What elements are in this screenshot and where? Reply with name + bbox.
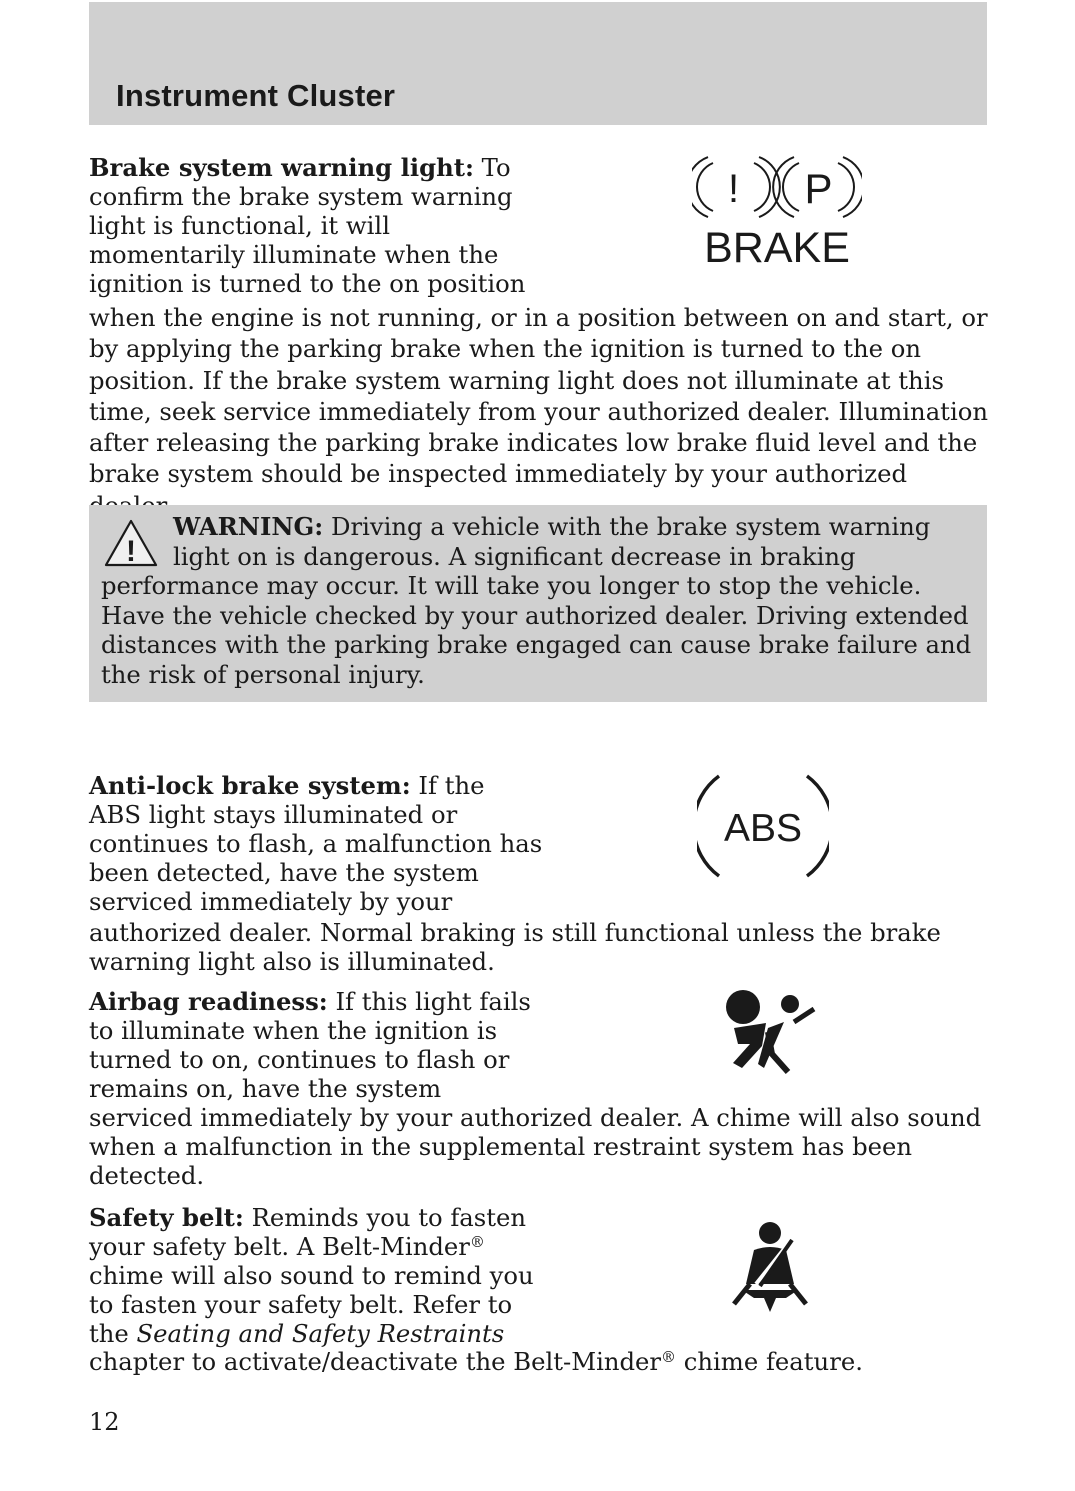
warning-text bbox=[101, 512, 981, 689]
page-title: Instrument Cluster bbox=[116, 78, 396, 113]
belt-lead-text-1: Reminds you to fasten your safety belt. A Belt-Minder bbox=[89, 1203, 527, 1261]
abs-lead-text: If the ABS light stays illuminated or continues to flash, a malfunction has been detected, have the system serviced immediately by your bbox=[89, 771, 543, 916]
page-number: 12 bbox=[89, 1408, 120, 1436]
abs-heading: Anti-lock brake system: bbox=[89, 771, 411, 800]
warning-body: Driving a vehicle with the brake system warning light on is dangerous. A significant decrease in braking performance may occur. It will take you longer to stop the vehicle. Have the vehicle checked by your authorized dealer. Driving extended distances with the parking brake engaged can cause brake failure and the risk of personal injury. bbox=[101, 512, 972, 689]
airbag-readiness-icon bbox=[718, 988, 822, 1076]
airbag-lead-text: If this light fails to illuminate when the ignition is turned to on, continues to flash or remains on, have the system bbox=[89, 987, 531, 1103]
brake-section-lead bbox=[89, 153, 529, 298]
abs-section-body: authorized dealer. Normal braking is still functional unless the brake warning light also is illuminated. bbox=[89, 918, 941, 976]
brake-icon-label: BRAKE bbox=[704, 224, 850, 270]
belt-section-body bbox=[89, 1347, 994, 1376]
safety-belt-icon bbox=[728, 1220, 812, 1322]
belt-heading: Safety belt: bbox=[89, 1203, 244, 1232]
brake-lead-text: To confirm the brake system warning light is functional, it will momentarily illuminate when the ignition is turned to the on position bbox=[89, 153, 526, 298]
brake-icon-exclamation: ! bbox=[727, 167, 740, 211]
warning-triangle-exclamation: ! bbox=[126, 535, 136, 568]
warning-label: WARNING: bbox=[173, 512, 324, 541]
belt-lead-text-2: chime will also sound to remind you to fasten your safety belt. Refer to the bbox=[89, 1261, 534, 1348]
abs-warning-icon bbox=[697, 770, 829, 882]
abs-section-lead bbox=[89, 771, 544, 916]
page-header bbox=[89, 2, 987, 125]
belt-rest-text-2: chime feature. bbox=[676, 1347, 863, 1376]
belt-rest-text-1: chapter to activate/deactivate the Belt-Minder bbox=[89, 1347, 662, 1376]
abs-icon-label: ABS bbox=[723, 807, 803, 850]
belt-section-lead bbox=[89, 1203, 539, 1348]
warning-box bbox=[89, 505, 987, 702]
belt-registered-mark: ® bbox=[469, 1233, 485, 1251]
warning-triangle-icon bbox=[101, 512, 173, 568]
airbag-section-body: serviced immediately by your authorized dealer. A chime will also sound when a malfunction in the supplemental restraint system has been detected. bbox=[89, 1103, 982, 1190]
brake-section-body: when the engine is not running, or in a position between on and start, or by applying the parking brake when the ignition is turned to the on position. If the brake system warning light does not illuminate at this time, seek service immediately from your authorized dealer. Illumination after releasing the parking brake indicates low brake fluid level and the brake system should be inspected immediately by your authorized bbox=[89, 303, 988, 489]
brake-warning-icon bbox=[692, 152, 862, 270]
brake-icon-p: P bbox=[804, 165, 833, 212]
airbag-heading: Airbag readiness: bbox=[89, 987, 328, 1016]
belt-chapter-ref: Seating and Safety Restraints bbox=[136, 1319, 505, 1348]
airbag-section-lead bbox=[89, 987, 534, 1103]
belt-registered-mark-2: ® bbox=[661, 1348, 677, 1366]
brake-heading: Brake system warning light: bbox=[89, 153, 474, 182]
